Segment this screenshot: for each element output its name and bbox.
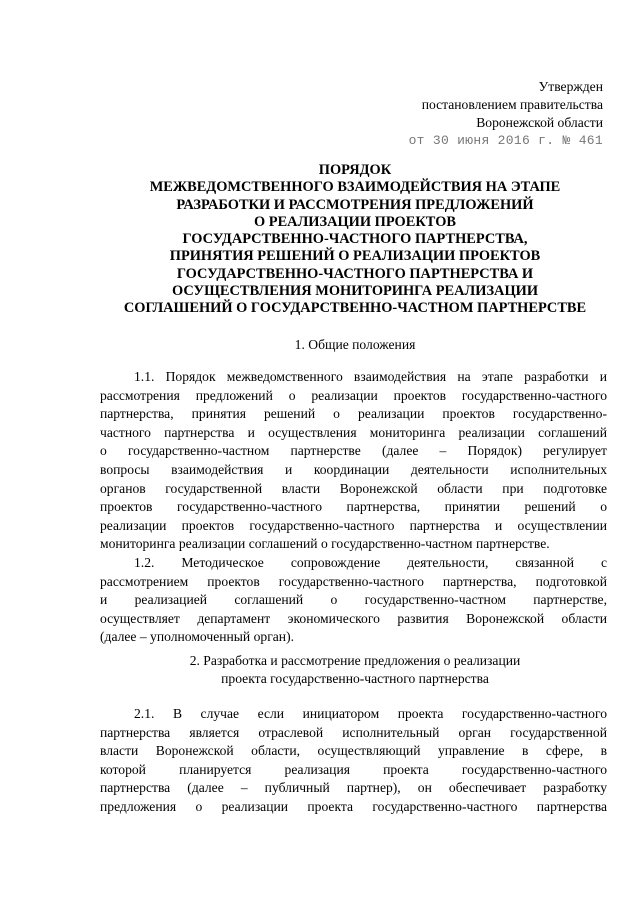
paragraph-line: мониторинга реализации соглашений о государственно-частном партнерстве. bbox=[100, 536, 550, 552]
paragraph-line: органов государственной власти Воронежской области при подготовке bbox=[100, 480, 607, 496]
section-2-heading-line: проекта государственно-частного партнерства bbox=[221, 670, 489, 686]
paragraph-line: вопросы взаимодействия и координации деятельности исполнительных bbox=[100, 461, 607, 477]
title-line: ПОРЯДОК bbox=[318, 162, 392, 178]
paragraph-line: осуществляет департамент экономического развития Воронежской области bbox=[100, 610, 607, 626]
paragraph-line: партнерства (далее – публичный партнер), он обеспечивает разработку bbox=[100, 780, 607, 796]
paragraph-line: частного партнерства и осуществления мониторинга реализации соглашений bbox=[100, 424, 607, 440]
paragraph-line: 1.1. Порядок межведомственного взаимодействия на этапе разработки и bbox=[134, 369, 607, 384]
title-line: МЕЖВЕДОМСТВЕННОГО ВЗАИМОДЕЙСТВИЯ НА ЭТАПЕ bbox=[149, 179, 561, 196]
paragraph-line: проектов государственно-частного партнерства, принятии решений о bbox=[100, 499, 607, 515]
paragraph-line: рассмотрением проектов государственно-частного партнерства, подготовкой bbox=[100, 573, 607, 589]
title-line: ПРИНЯТИЯ РЕШЕНИЙ О РЕАЛИЗАЦИИ ПРОЕКТОВ bbox=[169, 248, 541, 265]
approval-line-approved: Утвержден bbox=[538, 79, 603, 94]
title-line: О РЕАЛИЗАЦИИ ПРОЕКТОВ bbox=[254, 213, 456, 230]
paragraph-line: реализации проектов государственно-частного партнерства и осуществлении bbox=[100, 517, 607, 533]
paragraph-line: рассмотрения предложений о реализации проектов государственно-частного bbox=[100, 387, 607, 403]
paragraph-line: (далее – уполномоченный орган). bbox=[100, 629, 295, 645]
paragraph-line: власти Воронежской области, осуществляющий управление в сфере, в bbox=[100, 743, 607, 759]
paragraph-line: партнерства является отраслевой исполнительный орган государственной bbox=[100, 724, 607, 740]
approval-block bbox=[409, 78, 603, 150]
paragraph-1-1 bbox=[100, 368, 607, 554]
title-line: ОСУЩЕСТВЛЕНИЯ МОНИТОРИНГА РЕАЛИЗАЦИИ bbox=[171, 283, 539, 300]
title-line: ГОСУДАРСТВЕННО-ЧАСТНОГО ПАРТНЕРСТВА, bbox=[182, 231, 528, 248]
paragraph-line: партнерства, принятия решений о реализации проектов государственно- bbox=[100, 406, 607, 422]
document-title bbox=[60, 162, 640, 318]
paragraph-line: о государственно-частном партнерстве (далее – Порядок) регулирует bbox=[100, 443, 607, 459]
paragraph-1-2 bbox=[100, 554, 607, 647]
title-line: ГОСУДАРСТВЕННО-ЧАСТНОГО ПАРТНЕРСТВА И bbox=[176, 265, 534, 282]
title-line: СОГЛАШЕНИЙ О ГОСУДАРСТВЕННО-ЧАСТНОМ ПАРТНЕРСТВЕ bbox=[123, 300, 587, 317]
section-2-heading bbox=[60, 652, 640, 687]
paragraph-line: 1.2. Методическое сопровождение деятельности, связанной с bbox=[134, 555, 607, 570]
approval-date-stamp: от 30 июня 2016 г. № 461 bbox=[408, 133, 603, 148]
approval-line-resolution: постановлением правительства bbox=[421, 97, 603, 112]
section-1-heading: 1. Общие положения bbox=[294, 337, 416, 352]
paragraph-line: предложения о реализации проекта государственно-частного партнерства bbox=[100, 798, 607, 814]
paragraph-2-1 bbox=[100, 705, 607, 817]
approval-line-region: Воронежской области bbox=[476, 115, 603, 130]
paragraph-line: которой планируется реализация проекта государственно-частного bbox=[100, 761, 607, 777]
paragraph-line: и реализацией соглашений о государственно-частном партнерстве, bbox=[100, 592, 607, 608]
title-line: РАЗРАБОТКИ И РАССМОТРЕНИЯ ПРЕДЛОЖЕНИЙ bbox=[176, 196, 534, 213]
section-2-heading-line: 2. Разработка и рассмотрение предложения о реализации bbox=[189, 653, 521, 668]
paragraph-line: 2.1. В случае если инициатором проекта государственно-частного bbox=[134, 706, 607, 721]
